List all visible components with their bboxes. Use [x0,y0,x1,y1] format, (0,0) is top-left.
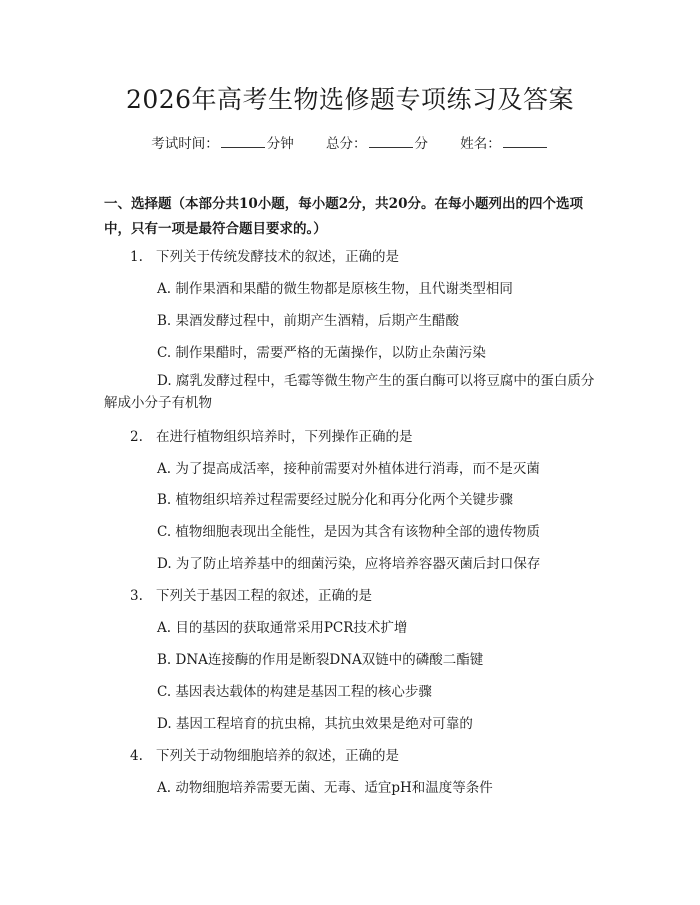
question-stem: 下列关于基因工程的叙述，正确的是 [156,588,372,604]
q1-option-b: B. 果酒发酵过程中，前期产生酒精，后期产生醋酸 [157,313,460,329]
exam-time [151,136,294,152]
time-label: 考试时间： [151,136,219,152]
page-title: 2026年高考生物选修题专项练习及答案 [125,85,575,114]
q2-option-d: D. 为了防止培养基中的细菌污染，应将培养容器灭菌后封口保存 [157,556,541,572]
q2-option-b: B. 植物组织培养过程需要经过脱分化和再分化两个关键步骤 [157,492,514,508]
q3-option-c: C. 基因表达载体的构建是基因工程的核心步骤 [157,684,432,700]
question-number: 3. [130,588,143,604]
question-2 [130,425,413,445]
exam-meta [0,132,700,152]
section-heading: 一、选择题（本部分共10小题，每小题2分，共20分。在每小题列出的四个选项中，只有一项是最符合题目要求的。） [104,196,583,237]
exam-score [326,136,428,152]
name-label: 姓名： [460,136,501,152]
score-unit: 分 [414,136,428,152]
q1-option-d: D. 腐乳发酵过程中，毛霉等微生物产生的蛋白酶可以将豆腐中的蛋白质分解成小分子有机物 [104,373,595,411]
question-stem: 下列关于动物细胞培养的叙述，正确的是 [156,748,399,764]
time-unit: 分钟 [266,136,294,152]
q2-option-a: A. 为了提高成活率，接种前需要对外植体进行消毒，而不是灭菌 [157,461,540,477]
question-1 [130,245,399,265]
question-number: 2. [130,429,143,445]
question-3 [130,584,372,604]
question-number: 4. [130,748,143,764]
time-blank [221,135,265,148]
question-number: 1. [130,249,143,265]
q3-option-a: A. 目的基因的获取通常采用PCR技术扩增 [157,620,408,636]
q1-option-c: C. 制作果醋时，需要严格的无菌操作，以防止杂菌污染 [157,345,486,361]
exam-name [460,136,549,152]
name-blank [503,135,547,148]
q3-option-d: D. 基因工程培育的抗虫棉，其抗虫效果是绝对可靠的 [157,716,473,732]
question-stem: 下列关于传统发酵技术的叙述，正确的是 [156,249,399,265]
score-label: 总分： [326,136,367,152]
score-blank [369,135,413,148]
q4-option-a: A. 动物细胞培养需要无菌、无毒、适宜pH和温度等条件 [157,780,493,796]
q1-option-a: A. 制作果酒和果醋的微生物都是原核生物，且代谢类型相同 [157,281,513,297]
question-4 [130,744,399,764]
q2-option-c: C. 植物细胞表现出全能性，是因为其含有该物种全部的遗传物质 [157,524,540,540]
question-stem: 在进行植物组织培养时，下列操作正确的是 [156,429,413,445]
q3-option-b: B. DNA连接酶的作用是断裂DNA双链中的磷酸二酯键 [157,652,484,668]
